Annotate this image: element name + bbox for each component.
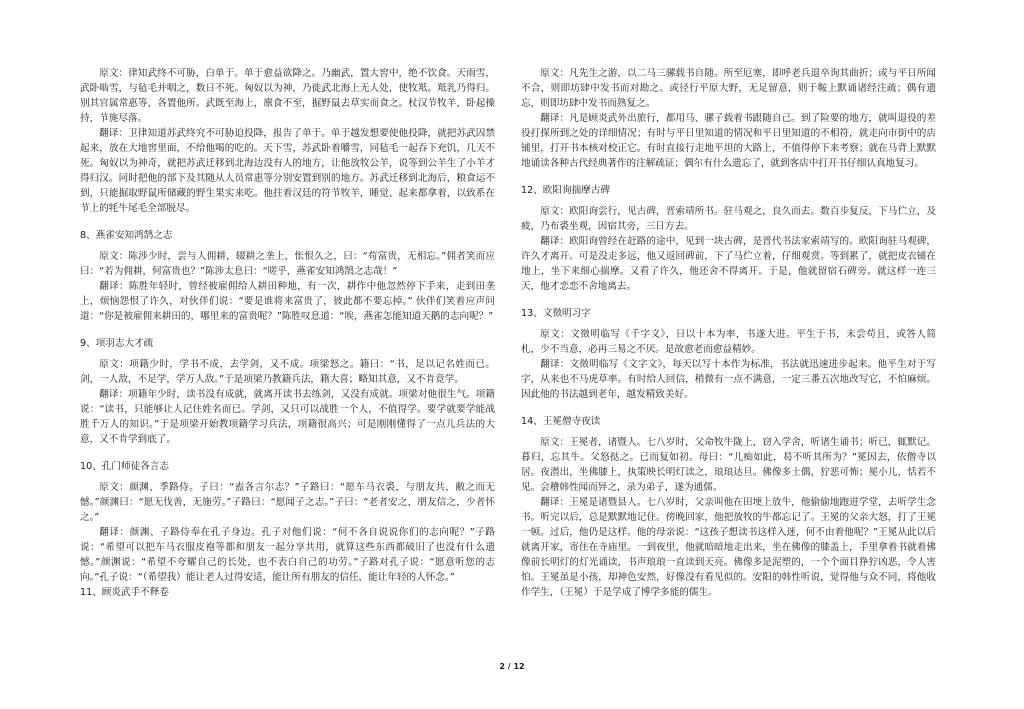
- section-11-title: 11、顾炎武手不释卷: [80, 587, 169, 598]
- gu-yanwu-original: 原文：凡先生之游，以二马三骡载书自随。所至厄塞，即呼老兵退卒询其曲折；或与平日所闻不合，则即坊肆中发书而对勘之。或径行平原大野，无足留意，则于鞍上默诵诸经注疏；偶有遗忘，则即坊肆中发书而熟复之。: [521, 68, 936, 109]
- right-column: [521, 66, 936, 600]
- section-14-title: 14、王冕僧寺夜读: [521, 416, 601, 427]
- section-8-original: 原文：陈涉少时，尝与人佣耕，辍耕之垄上，怅恨久之，曰：“苟富贵，无相忘。”佣者笑而应曰：“若为佣耕，何富贵也？”陈涉太息曰：“嗟乎，燕雀安知鸿鹄之志哉！”: [80, 251, 495, 277]
- section-13-translation: 翻译：文徵明临写《文字文》，每天以写十本作为标准，书法就迅速进步起来。他平生对于写字，从来也不马虎草率。有时给人回信，稍微有一点不满意，一定三番五次地改写它，不怕麻烦。因此他的书法越到老年，越发精致美好。: [521, 359, 936, 400]
- section-12-title: 12、欧阳询揣摩古碑: [521, 185, 610, 196]
- section-9-title: 9、项羽志大才疏: [80, 338, 154, 349]
- section-13-title: 13、文徵明习字: [521, 308, 591, 319]
- su-wu-translation: 翻译：卫律知道苏武终究不可胁迫投降，报告了单于。单于越发想要使他投降，就把苏武囚禁起来，放在大地窖里面，不给他喝的吃的。天下雪，苏武卧着嚼雪，同毡毛一起吞下充饥，几天不死。匈奴以为神奇，就把苏武迁移到北海边没有人的地方，让他放牧公羊，说等到公羊生了小羊才得归汉。同时把他的部下及其随从人员常惠等分别安置到别的地方。苏武迁移到北海后，粮食运不到，只能掘取野鼠所储藏的野生果实来吃。他拄着汉廷的符节牧羊，睡觉、起来都拿着，以致系在节上的牦牛尾毛全部脱尽。: [80, 128, 495, 214]
- section-9-translation: 翻译：项籍年少时，读书没有成就，就离开读书去练剑，又没有成就。项梁对他很生气。项籍说：“读书，只能够让人记住姓名而已。学剑，又只可以战胜一个人，不值得学。要学就要学能战胜千万人的知识。”于是项梁开始教项籍学习兵法，项籍很高兴；可是刚刚懂得了一点儿兵法的大意，又不肯学到底了。: [80, 389, 495, 445]
- section-14-translation: 翻译：王冕是诸暨县人。七八岁时，父亲叫他在田埂上放牛，他偷偷地跑进学堂，去听学生念书。听完以后，总是默默地记住。傍晚回家，他把放牧的牛都忘记了。王冕的父亲大怒，打了王冕一顿。过后，他仍是这样。他的母亲说：“这孩子想读书这样入迷，何不由着他呢？”王冕从此以后就离开家，寄住在寺庙里。一到夜里，他就暗暗地走出来，坐在佛像的膝盖上，手里拿着书就着佛像前长明灯的灯光诵读，书声琅琅一直读到天亮。佛像多是泥塑的，一个个面目狰狞凶恶，令人害怕。王冕虽是小孩，却神色安然，好像没有看见似的。安阳的韩性听说，觉得他与众不同，将他收作学生，（王冕）于是学成了博学多能的儒生。: [521, 497, 936, 598]
- section-10-title: 10、孔门师徒各言志: [80, 461, 169, 472]
- section-12-translation: 翻译：欧阳询曾经在赶路的途中，见到一块古碑，是晋代书法家索靖写的。欧阳询驻马观碑，许久才离开。可是没走多远，他又返回碑前，下了马伫立着，仔细观赏。等到累了，就把皮衣铺在地上，坐下来细心揣摩。又看了许久，他还舍不得离开。于是，他就留宿石碑旁。就这样一连三天，他才恋恋不舍地离去。: [521, 236, 936, 292]
- section-14-original: 原文：王冕者，诸暨人。七八岁时，父命牧牛陇上，窃入学舍，听诸生诵书；听已，辄默记。暮归，忘其牛。父怒挞之。已而复如初。母曰：“儿痴如此，曷不听其所为？”冕因去，依僧寺以居。夜潜出，坐佛膝上，执策映长明灯读之，琅琅达旦。佛像多土偶，狞恶可怖；冕小儿，恬若不见。会稽韩性闻而异之，录为弟子，遂为通儒。: [521, 437, 936, 493]
- left-column: [80, 66, 495, 606]
- section-8-translation: 翻译：陈胜年轻时，曾经被雇佣给人耕田种地，有一次，耕作中他忽然停下手来，走到田垄上，烦恼怨恨了许久，对伙伴们说：“要是谁将来富贵了，彼此都不要忘掉。” 伙伴们笑着应声问道：“你是被雇佣来耕田的，哪里来的富贵呢？”陈胜叹息道：“唉，燕雀怎能知道天鹅的志向呢？”: [80, 281, 495, 322]
- su-wu-original: 原文：律知武终不可胁，白单于。单于愈益欲降之。乃幽武，置大窖中，绝不饮食。天雨雪，武卧啮雪，与毡毛并咽之，数日不死。匈奴以为神，乃徙武北海上无人处，使牧羝。羝乳乃得归。别其官属常惠等，各置他所。武既至海上，廪食不至，掘野鼠去草实而食之。杖汉节牧羊，卧起操持，节旄尽落。: [80, 68, 495, 124]
- section-8-title: 8、燕雀安知鸿鹄之志: [80, 230, 173, 241]
- section-10-original: 原文：颜渊、季路侍。子曰：“盍各言尔志？”子路曰：“愿车马衣裘，与朋友共，敝之而无憾。”颜渊曰：“愿无伐善，无施劳。”子路曰：“愿闻子之志。”子曰：“老者安之，朋友信之，少者怀之。”: [80, 482, 495, 523]
- section-13-original: 原文：文徵明临写《千字文》，日以十本为率，书遂大进。平生于书，未尝苟且，或答人简札，少不当意，必再三易之不厌。是故愈老而愈益精妙。: [521, 329, 936, 355]
- page-number: 2 / 12: [499, 662, 525, 671]
- section-9-original: 原文：项籍少时，学书不成，去学剑，又不成。项梁怒之。籍曰：“书，足以记名姓而已。剑，一人敌，不足学，学万人敌。”于是项梁乃教籍兵法，籍大喜；略知其意，又不肯竟学。: [80, 359, 495, 385]
- section-10-translation: 翻译：颜渊、子路侍奉在孔子身边。孔子对他们说：“何不各自说说你们的志向呢？”子路说：“希望可以把车马衣服皮袍等都和朋友一起分享共用，就算这些东西都破旧了也没有什么遗憾。”颜渊说：“希望不夸耀自己的长处，也不表白自己的功劳。”子路对孔子说：“愿意听您的志向。”孔子说：“（希望我）能让老人过得安适，能让所有朋友的信任，能让年轻的人怀念。”: [80, 527, 495, 583]
- gu-yanwu-translation: 翻译：凡是顾炎武外出旅行，都用马、骡子载着书跟随自己。到了险要的地方，就叫退役的差役打探所到之处的详细情况；有时与平日里知道的情况和平日里知道的不相符，就走向市街中的店铺里，打开书本核对校正它。有时直接行走地平坦的大路上，不值得停下来考察；就在马背上默默地诵读各种古代经典著作的注解疏证；偶尔有什么遗忘了，就到客店中打开书仔细认真地复习。: [521, 113, 936, 169]
- section-12-original: 原文：欧阳询尝行，见古碑，晋索靖所书。驻马观之，良久而去。数百步复反，下马伫立，及疲，乃布裘坐观，因宿其旁，三日方去。: [521, 206, 936, 232]
